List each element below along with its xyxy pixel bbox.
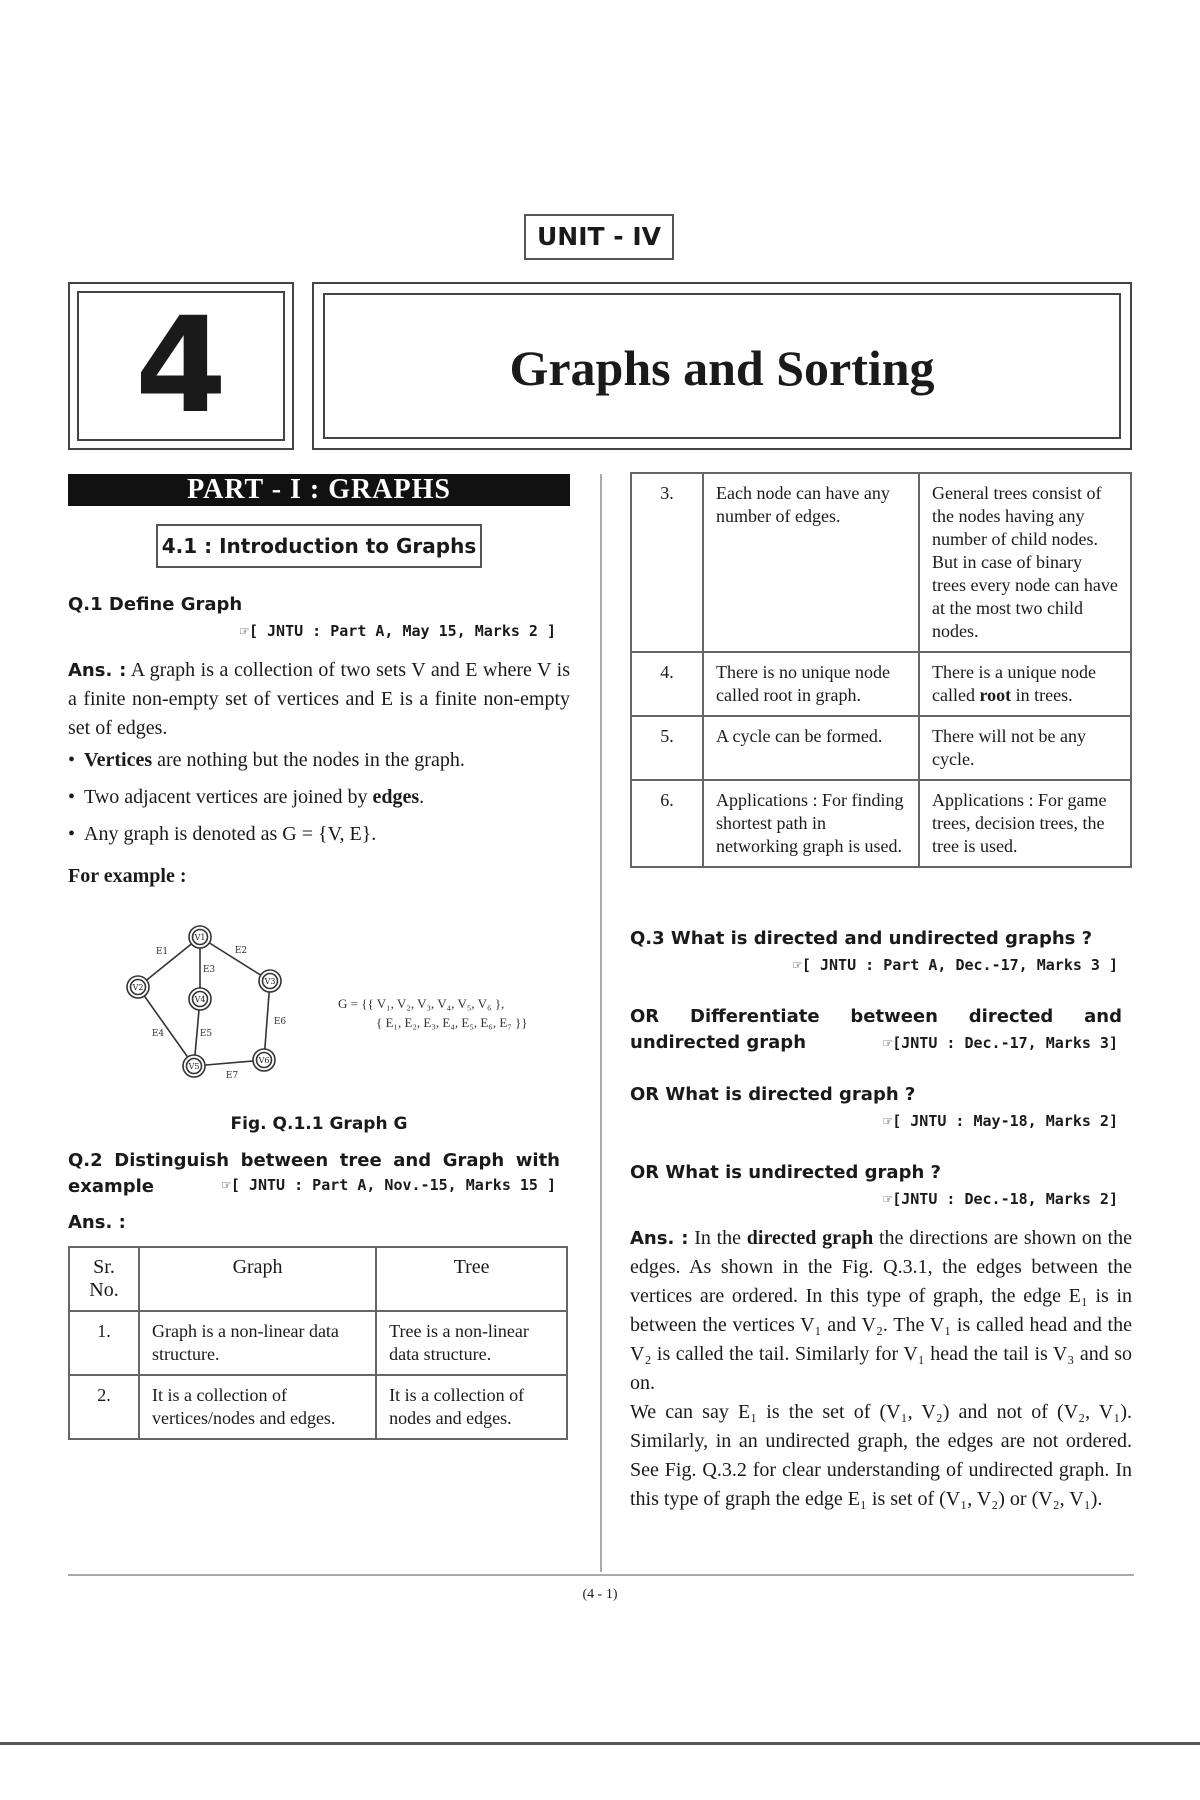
vertex-label: V1 xyxy=(194,933,206,942)
bullet-item: • Any graph is denoted as G = {V, E}. xyxy=(68,820,570,849)
page-edge-line xyxy=(0,1742,1200,1745)
table-row: 2. It is a collection of vertices/nodes and edges. It is a collection of nodes and edges. xyxy=(69,1375,567,1439)
edge-label: E1 xyxy=(155,947,169,957)
vertex-label: V5 xyxy=(188,1062,200,1071)
q3-question: Q.3 What is directed and undirected graphs ? xyxy=(630,928,1093,949)
vertex-label: V6 xyxy=(258,1056,270,1065)
q1-reference: ☞[ JNTU : Part A, May 15, Marks 2 ] xyxy=(239,622,556,640)
vertex-label: V3 xyxy=(264,977,276,986)
edge-label: E5 xyxy=(199,1029,213,1039)
edge-label: E6 xyxy=(273,1017,287,1027)
table-header-row xyxy=(69,1247,567,1311)
q1-question: Q.1 Define Graph xyxy=(68,594,243,615)
q3-reference-2: ☞[JNTU : Dec.-17, Marks 3] xyxy=(883,1034,1118,1052)
table-row: 1. Graph is a non-linear data structure. Tree is a non-linear data structure. xyxy=(69,1311,567,1375)
graph-formula: G = {{ V₁, V₂, V₃, V₄, V₅, V₆ }, { E₁, E₂, E₃, E₄, E₅, E₆, E₇ }} xyxy=(338,996,528,1030)
q3-or-3: OR What is undirected graph ? xyxy=(630,1162,941,1183)
edge-label: E2 xyxy=(234,946,248,956)
example-label: For example : xyxy=(68,865,187,887)
q3-or-2: OR What is directed graph ? xyxy=(630,1084,916,1105)
unit-label: UNIT - IV xyxy=(524,214,674,260)
q3-reference-4: ☞[JNTU : Dec.-18, Marks 2] xyxy=(883,1190,1118,1208)
column-divider xyxy=(600,474,602,1572)
edge-label: E4 xyxy=(151,1029,165,1039)
chapter-number: 4 xyxy=(77,291,285,441)
q1-ans-label: Ans. : xyxy=(68,660,127,681)
table-row: 3. Each node can have any number of edges. General trees consist of the nodes having any number of child nodes. But in case of binary trees every node can have at the most two child nodes. xyxy=(631,473,1131,652)
section-title: 4.1 : Introduction to Graphs xyxy=(156,524,482,568)
bullet-item: • Vertices are nothing but the nodes in the graph. xyxy=(68,746,570,775)
header-tree: Tree xyxy=(376,1247,567,1311)
q2-question: Q.2 Distinguish between tree and Graph with example xyxy=(68,1150,560,1197)
q2-ans-label: Ans. : xyxy=(68,1212,126,1233)
chapter-number-box xyxy=(68,282,294,450)
chapter-title-box xyxy=(312,282,1132,450)
figure-caption: Fig. Q.1.1 Graph G xyxy=(230,1114,408,1134)
table-row: 6. Applications : For finding shortest path in networking graph is used. Applications : For game trees, decision trees, the tree is used. xyxy=(631,780,1131,867)
q3-reference-1: ☞[ JNTU : Part A, Dec.-17, Marks 3 ] xyxy=(792,956,1118,974)
q3-reference-3: ☞[ JNTU : May-18, Marks 2] xyxy=(883,1112,1118,1130)
footer-rule xyxy=(68,1574,1134,1576)
chapter-title: Graphs and Sorting xyxy=(323,293,1121,439)
q1-answer-text: A graph is a collection of two sets V and E where V is a finite non-empty set of vertices and E is a finite non-empty set of edges. xyxy=(68,659,570,739)
edge-label: E7 xyxy=(225,1071,239,1081)
edge-label: E3 xyxy=(202,965,216,975)
q3-or-1: OR Differentiate between directed and undirected graph xyxy=(630,1006,1122,1053)
table-row: 4. There is no unique node called root in graph. There is a unique node called root in trees. xyxy=(631,652,1131,716)
bullet-item: • Two adjacent vertices are joined by edges. xyxy=(68,783,570,812)
header-graph: Graph xyxy=(139,1247,376,1311)
header-sr-no: Sr. No. xyxy=(69,1247,139,1311)
vertex-label: V4 xyxy=(194,995,206,1004)
q1-bullets xyxy=(68,746,570,857)
compare-table-right xyxy=(630,472,1132,868)
table-row: 5. A cycle can be formed. There will not be any cycle. xyxy=(631,716,1131,780)
page-number: (4 - 1) xyxy=(582,1587,618,1602)
q1-answer xyxy=(68,656,570,743)
part-title: PART - I : GRAPHS xyxy=(68,474,570,506)
q2-reference: ☞[ JNTU : Part A, Nov.-15, Marks 15 ] xyxy=(221,1176,556,1194)
vertex-label: V2 xyxy=(132,983,144,992)
compare-table-left xyxy=(68,1246,568,1440)
q3-answer: Ans. : In the directed graph the directions are shown on the edges. As shown in the Fig. Q.3.1, the edges between the vertices are ordered. In this type of graph, the edge E₁ is in between the vertices V₁ and V₂. The V₁ is called head and the V₂ is called the tail. Similarly for V₁ head the tail is V₃ and so on. We can say E₁ is the set of (V₁, V₂) and not of (V₂, V₁). Similarly, in an undirected graph, the edges are not ordered. See Fig. Q.3.2 for clear understanding of undirected graph. In this type of graph the edge E₁ is set of (V₁, V₂) or (V₂, V₁). xyxy=(630,1227,1133,1510)
